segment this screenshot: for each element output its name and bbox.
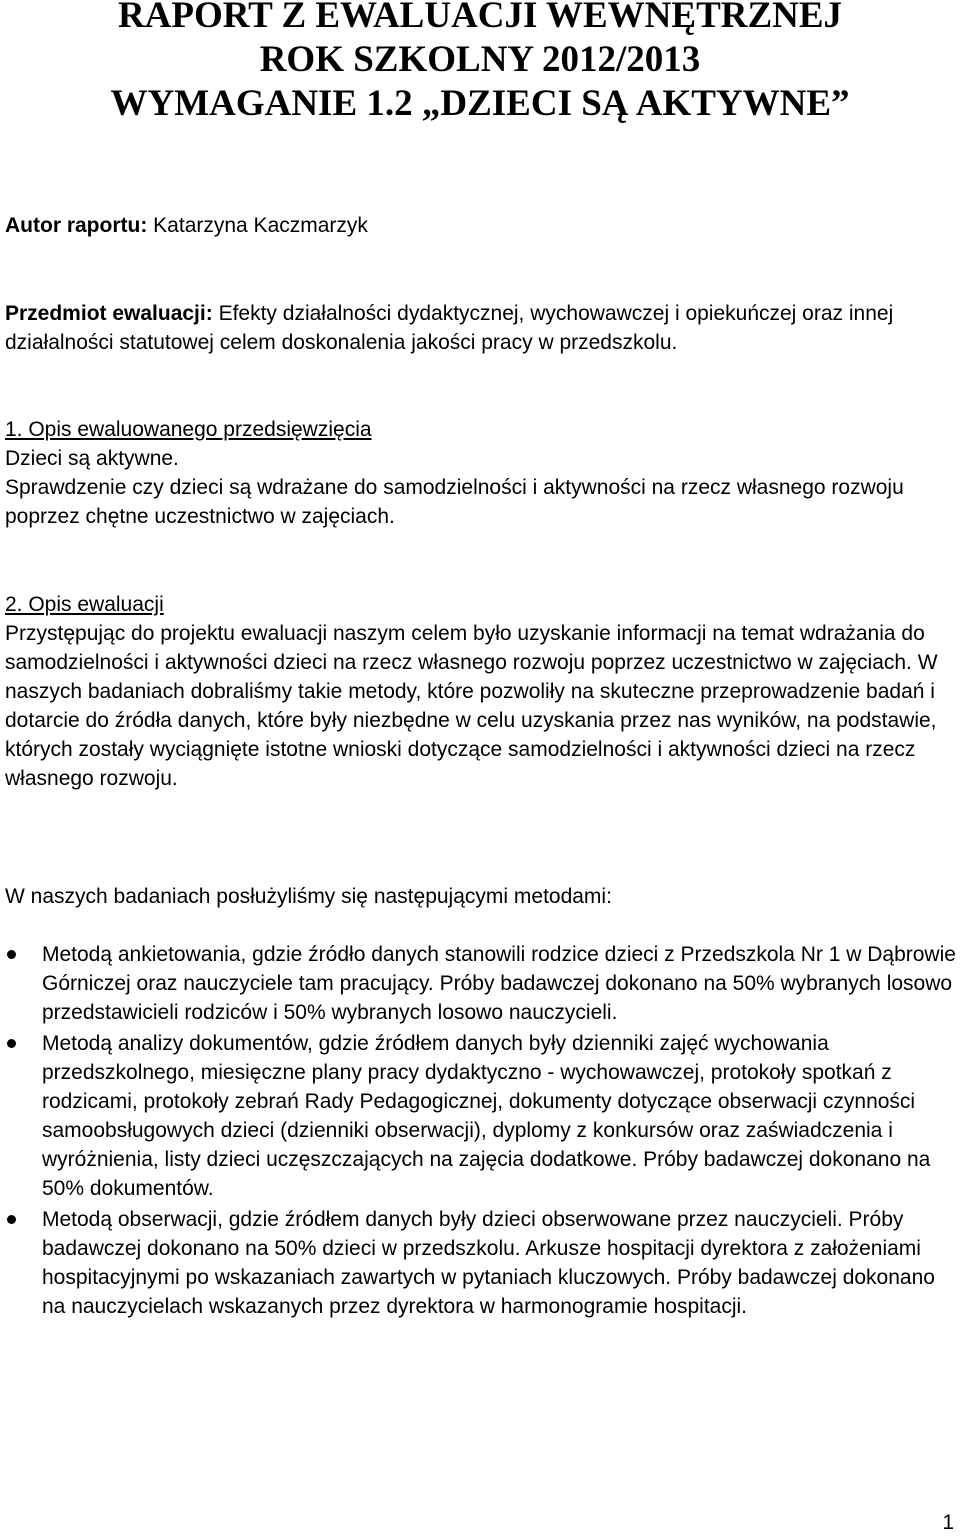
- subject-block: [5, 299, 960, 357]
- title-line-1: RAPORT Z EWALUACJI WEWNĘTRZNEJ: [117, 0, 843, 36]
- author-label: Autor raportu:: [5, 214, 148, 237]
- methods-intro: [5, 882, 960, 911]
- subject-text: Efekty działalności dydaktycznej, wychowawczej i opiekuńczej oraz innej działalności statutowej celem doskonalenia jakości pracy w przedszkolu.: [5, 302, 894, 354]
- method-text: Metodą analizy dokumentów, gdzie źródłem danych były dzienniki zajęć wychowania przedszkolnego, miesięczne plany pracy dydaktyczno - wychowawczej, protokoły spotkań z rodzicami, protokoły zebrań Rady Pedagogicznej, dokumenty dotyczące obserwacji czynności samoobsługowych dzieci (dzienniki obserwacji), dyplomy z konkursów oraz zaświadczenia i wyróżnienia, listy dzieci uczęszczających na zajęcia dodatkowe. Próby badawczej dokonano na 50% dokumentów.: [42, 1032, 931, 1200]
- list-item: [0, 1029, 960, 1203]
- report-title: [0, 0, 960, 126]
- title-line-3: WYMAGANIE 1.2 „DZIECI SĄ AKTYWNE”: [110, 83, 850, 124]
- section-2-text: Przystępując do projektu ewaluacji naszym celem było uzyskanie informacji na temat wdrażania do samodzielności i aktywności dzieci na rzecz własnego rozwoju poprzez uczestnictwo w zajęciach. W naszych badaniach dobraliśmy takie metody, które pozwoliły na skuteczne przeprowadzenie badań i dotarcie do źródła danych, które były niezbędne w celu uzyskania przez nas wyników, na podstawie, których zostały wyciągnięte istotne wnioski dotyczące samodzielności i aktywności dzieci na rzecz własnego rozwoju.: [5, 622, 938, 790]
- section-1: [5, 415, 960, 531]
- methods-intro-text: W naszych badaniach posłużyliśmy się następującymi metodami:: [5, 885, 612, 908]
- bullet-icon: [7, 1039, 16, 1048]
- author-name: Katarzyna Kaczmarzyk: [153, 214, 368, 237]
- method-text: Metodą ankietowania, gdzie źródło danych stanowili rodzice dzieci z Przedszkola Nr 1 w Dąbrowie Górniczej oraz nauczyciele tam pracujący. Próby badawczej dokonano na 50% wybranych losowo przedstawicieli rodziców i 50% wybranych losowo nauczycieli.: [42, 943, 956, 1024]
- bullet-icon: [7, 950, 16, 959]
- methods-list: [0, 940, 960, 1321]
- page-number: 1: [942, 1511, 954, 1534]
- method-text: Metodą obserwacji, gdzie źródłem danych były dzieci obserwowane przez nauczycieli. Próby badawczej dokonano na 50% dzieci w przedszkolu. Arkusze hospitacji dyrektora z założeniami hospitacyjnymi po wskazaniach zawartych w pytaniach kluczowych. Próby badawczej dokonano na nauczycielach wskazanych przez dyrektora w harmonogramie hospitacji.: [42, 1208, 935, 1318]
- bullet-icon: [7, 1215, 16, 1224]
- list-item: [0, 1205, 960, 1321]
- list-item: [0, 940, 960, 1027]
- subject-label: Przedmiot ewaluacji:: [5, 302, 213, 325]
- section-2: [5, 590, 960, 793]
- section-2-heading: 2. Opis ewaluacji: [5, 593, 164, 616]
- section-1-heading: 1. Opis ewaluowanego przedsięwzięcia: [5, 418, 372, 441]
- section-1-line-1: Dzieci są aktywne.: [5, 447, 179, 470]
- title-line-2: ROK SZKOLNY 2012/2013: [259, 39, 701, 80]
- section-1-line-2: Sprawdzenie czy dzieci są wdrażane do samodzielności i aktywności na rzecz własnego rozwoju poprzez chętne uczestnictwo w zajęciach.: [5, 476, 904, 528]
- author-block: [5, 211, 960, 240]
